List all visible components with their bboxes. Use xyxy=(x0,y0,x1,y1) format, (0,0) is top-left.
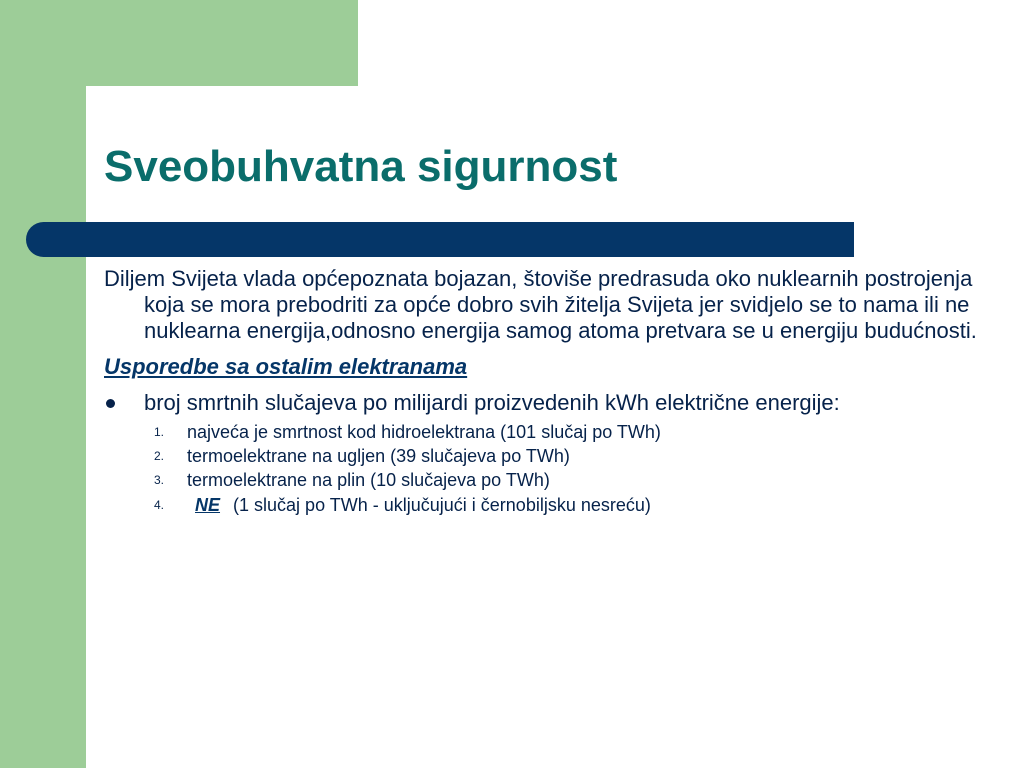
slide-body xyxy=(104,266,984,517)
green-top-block xyxy=(86,0,358,86)
ne-label: NE xyxy=(195,494,221,515)
rounded-corner xyxy=(86,86,146,146)
list-item-text: termoelektrane na ugljen (39 slučajeva po TWh) xyxy=(187,446,570,467)
list-number: 3. xyxy=(154,473,165,488)
list-item-text: najveća je smrtnost kod hidroelektrana (101 slučaj po TWh) xyxy=(187,421,661,442)
list-item xyxy=(104,468,984,492)
list-item xyxy=(104,444,984,468)
comparison-subheading: Usporedbe sa ostalim elektranama xyxy=(104,353,468,379)
bullet-text: broj smrtnih slučajeva po milijardi proizvedenih kWh električne energije: xyxy=(144,389,840,415)
list-item-text: (1 slučaj po TWh - uključujući i černobiljsku nesreću) xyxy=(233,494,651,515)
bullet-dot-icon xyxy=(106,399,115,408)
title-underline-bar xyxy=(26,222,854,257)
list-number: 2. xyxy=(154,449,165,464)
list-number: 1. xyxy=(154,424,165,439)
list-item xyxy=(104,420,984,444)
list-item xyxy=(104,493,984,517)
list-item-text: termoelektrane na plin (10 slučajeva po TWh) xyxy=(187,470,550,491)
intro-paragraph: Diljem Svijeta vlada općepoznata bojazan, štoviše predrasuda oko nuklearnih postrojenja koja se mora prebodriti za opće dobro svih žitelja Svijeta jer svidjelo se to nama ili ne nuklearna energija,odnosno energija samog atoma pretvara se u energiju budućnosti. xyxy=(104,266,977,343)
list-number: 4. xyxy=(154,497,165,512)
numbered-list xyxy=(104,420,984,517)
bullet-item xyxy=(104,390,984,416)
slide-title: Sveobuhvatna sigurnost xyxy=(104,142,618,191)
green-side-band xyxy=(0,0,86,768)
